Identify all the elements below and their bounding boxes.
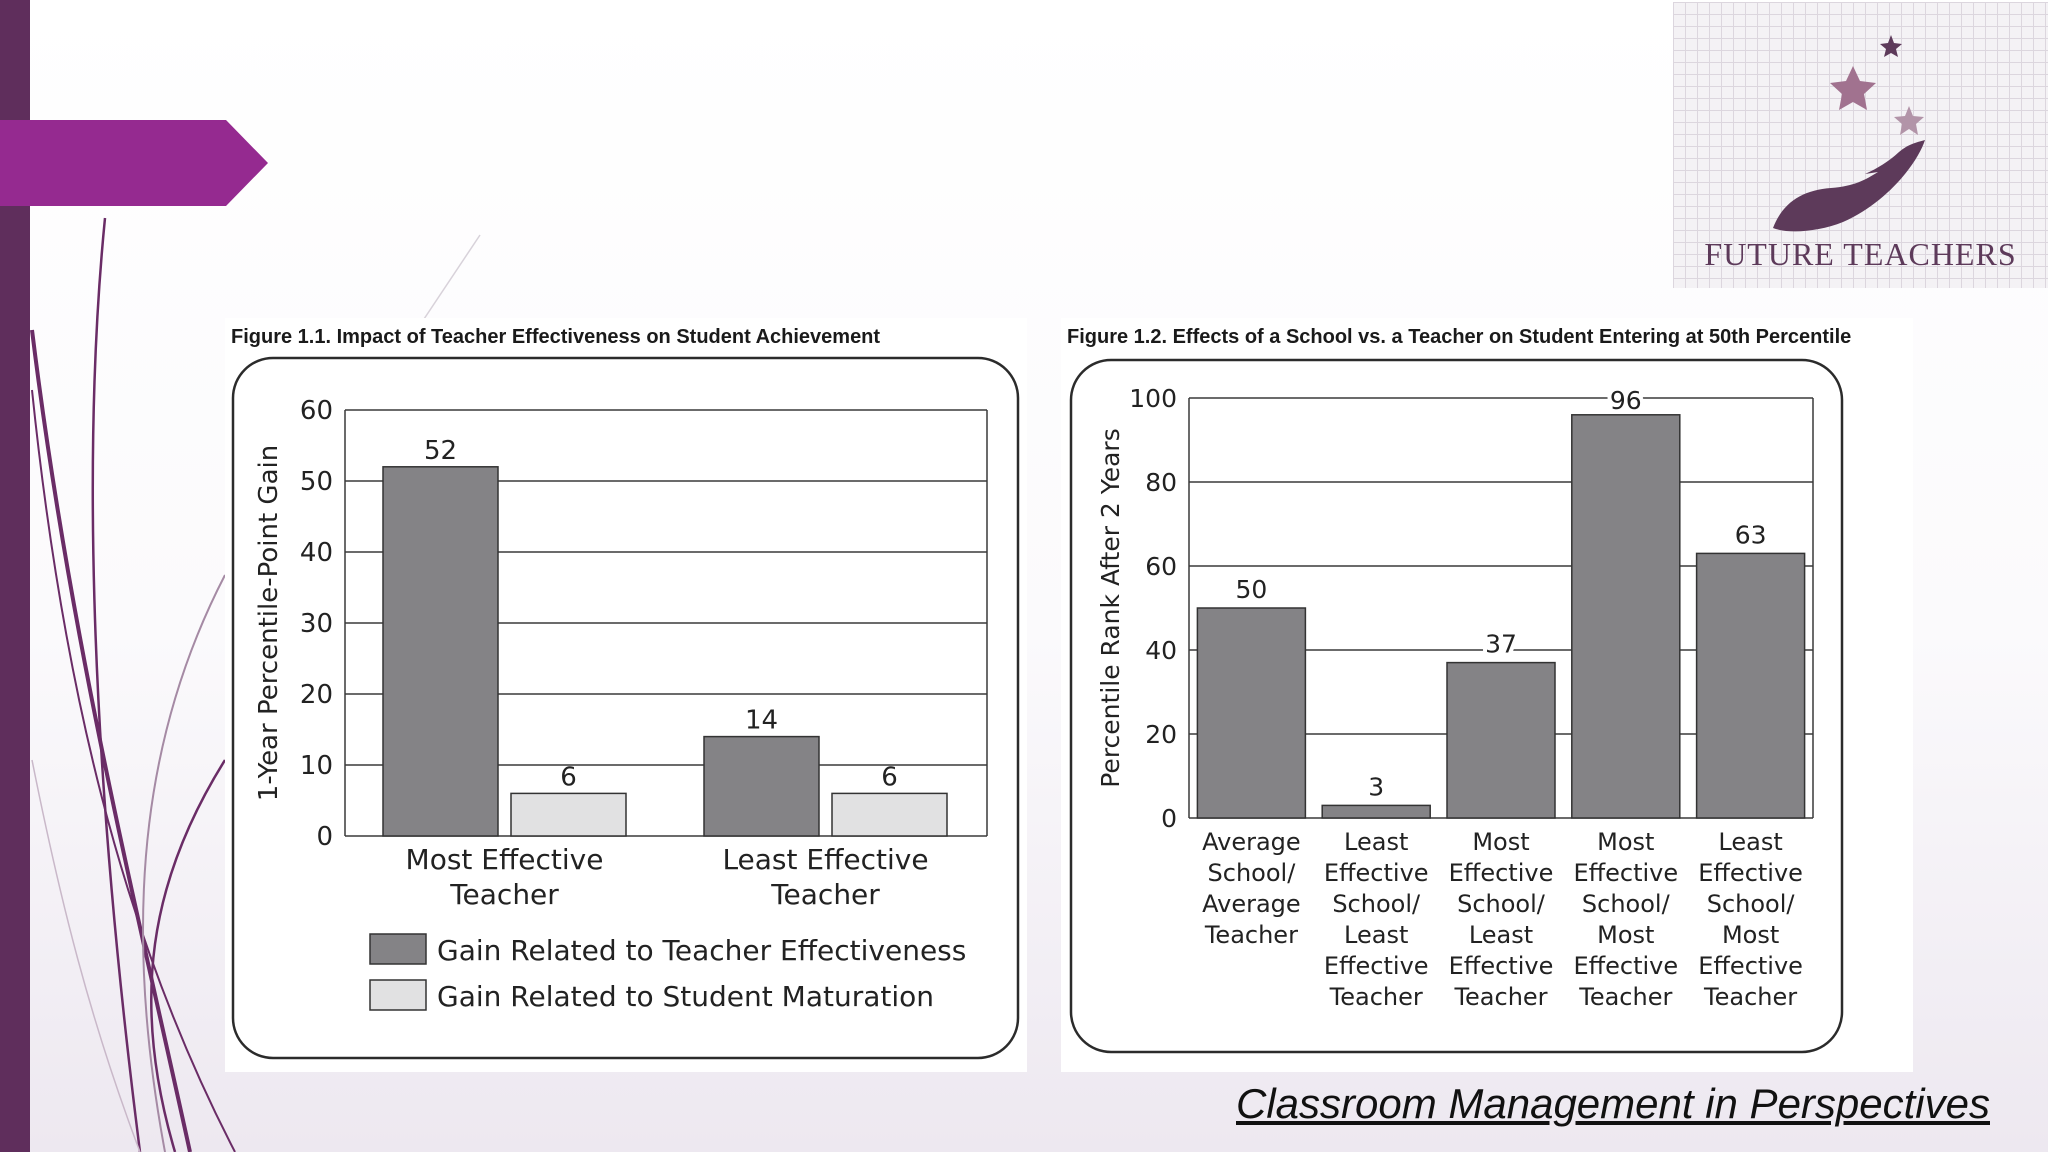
legend-label: Gain Related to Student Maturation [437, 980, 934, 1013]
x-tick-label: Teacher [1579, 983, 1673, 1011]
y-tick-label: 10 [299, 751, 333, 781]
bar [1572, 415, 1680, 818]
bar [1447, 663, 1555, 818]
x-tick-label: School/ [1207, 859, 1296, 887]
y-tick-label: 100 [1129, 384, 1177, 413]
swoosh-line [93, 218, 140, 1152]
x-tick-label: School/ [1706, 890, 1795, 918]
star-icon [1830, 66, 1876, 110]
logo-text: FUTURE TEACHERS [1704, 236, 2017, 272]
x-tick-label: Most Effective [405, 843, 604, 876]
data-label: 3 [1368, 772, 1385, 802]
chart-title: Figure 1.1. Impact of Teacher Effectiveness on Student Achievement [231, 326, 881, 348]
x-tick-label: Effective [1573, 952, 1679, 980]
y-tick-label: 30 [299, 609, 333, 639]
y-tick-label: 0 [1161, 804, 1177, 833]
y-tick-label: 20 [299, 680, 333, 710]
x-tick-label: Effective [1698, 952, 1803, 980]
y-tick-label: 40 [1145, 636, 1177, 665]
x-tick-label: Teacher [1329, 983, 1423, 1011]
bar [1322, 805, 1430, 818]
data-label: 50 [1235, 575, 1268, 604]
x-tick-label: Least Effective [722, 843, 929, 876]
x-tick-label: Effective [1448, 952, 1554, 980]
data-label: 6 [881, 762, 898, 793]
y-tick-label: 80 [1145, 468, 1177, 497]
x-tick-label: Teacher [1704, 983, 1798, 1011]
x-tick-label: School/ [1581, 890, 1670, 918]
x-tick-label: Average [1202, 828, 1301, 856]
y-tick-label: 40 [299, 538, 333, 568]
y-tick-label: 50 [299, 467, 333, 497]
star-icon [1880, 35, 1902, 57]
x-tick-label: Effective [1323, 952, 1429, 980]
footer-title: Classroom Management in Perspectives [1236, 1080, 1990, 1127]
x-tick-label: Teacher [1454, 983, 1548, 1011]
x-tick-label: Effective [1448, 859, 1554, 887]
x-tick-label: Teacher [771, 878, 880, 911]
x-tick-label: Most [1721, 921, 1780, 949]
data-label: 52 [423, 435, 458, 466]
swoosh-line [151, 760, 225, 1152]
chart-figure-1-1 [225, 318, 1027, 1072]
y-tick-label: 60 [299, 396, 333, 426]
title-arrow-shape [0, 120, 270, 206]
x-tick-label: School/ [1332, 890, 1421, 918]
x-tick-label: Least [1468, 921, 1534, 949]
future-teachers-logo [1673, 2, 2048, 288]
data-label: 37 [1485, 629, 1517, 659]
x-tick-label: Most [1597, 921, 1655, 949]
y-tick-label: 0 [316, 822, 333, 852]
bar [832, 793, 947, 836]
x-tick-label: Effective [1573, 859, 1679, 887]
y-axis-label: 1-Year Percentile-Point Gain [254, 444, 284, 802]
x-tick-label: Least [1344, 828, 1409, 856]
data-label: 14 [744, 705, 779, 736]
data-label: 6 [560, 762, 577, 793]
star-icon [1894, 106, 1924, 135]
data-label: 96 [1609, 385, 1642, 415]
chart-title: Figure 1.2. Effects of a School vs. a Teacher on Student Entering at 50th Percentile [1067, 326, 1852, 348]
hand-icon [1773, 140, 1925, 231]
bar [1697, 553, 1805, 818]
x-tick-label: Average [1202, 890, 1301, 918]
x-tick-label: Least [1344, 921, 1409, 949]
legend-swatch [370, 980, 426, 1010]
x-tick-label: Teacher [450, 878, 559, 911]
figure-1-1-panel [225, 318, 1027, 1072]
y-tick-label: 20 [1145, 720, 1177, 749]
x-tick-label: Most [1597, 828, 1655, 856]
x-tick-label: Effective [1323, 859, 1429, 887]
y-axis-label: Percentile Rank After 2 Years [1096, 428, 1125, 788]
bar [1197, 608, 1305, 818]
x-tick-label: Least [1718, 828, 1783, 856]
bar [511, 793, 626, 836]
x-tick-label: School/ [1457, 890, 1545, 918]
legend-label: Gain Related to Teacher Effectiveness [437, 934, 967, 967]
chart-figure-1-2 [1061, 318, 1913, 1072]
swoosh-line [32, 760, 140, 1152]
bar [383, 467, 498, 836]
data-label: 63 [1734, 520, 1767, 550]
swoosh-line [32, 390, 235, 1152]
x-tick-label: Effective [1698, 859, 1803, 887]
swoosh-line [32, 330, 190, 1152]
figure-1-2-panel [1061, 318, 1913, 1072]
legend-swatch [370, 934, 426, 964]
y-tick-label: 60 [1145, 552, 1177, 581]
x-tick-label: Most [1472, 828, 1530, 856]
bar [704, 737, 819, 836]
x-tick-label: Teacher [1204, 921, 1298, 949]
